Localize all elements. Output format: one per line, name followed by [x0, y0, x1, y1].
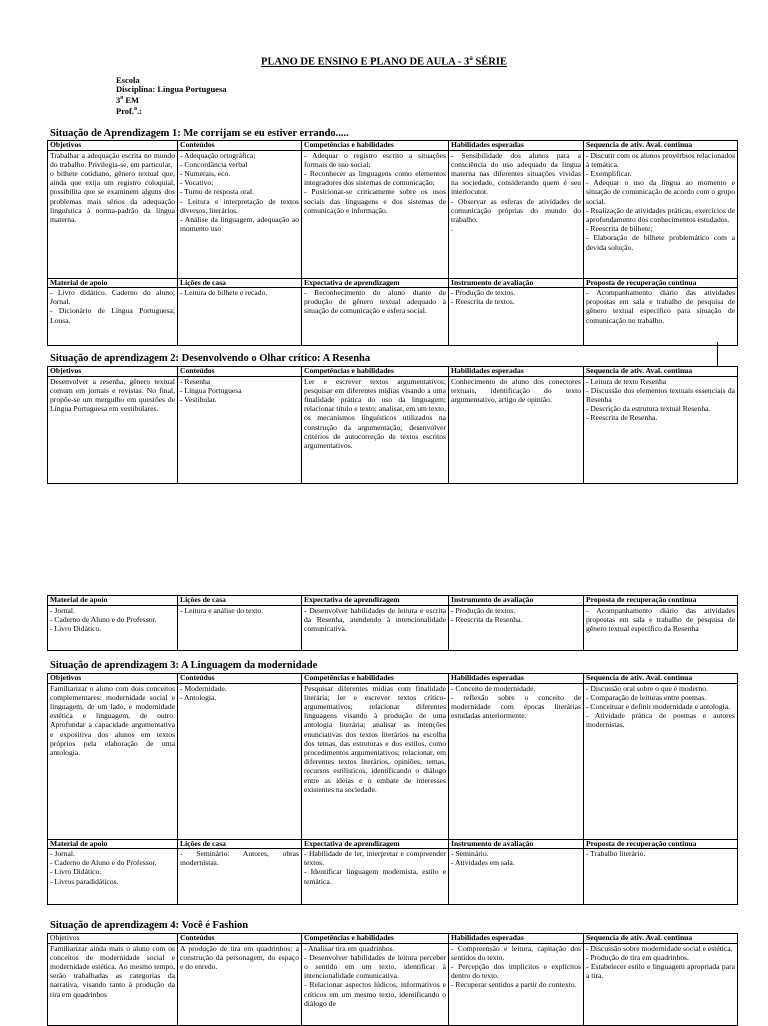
col-competencias: Competências e habilidades	[302, 367, 449, 377]
cell-line: - Desenvolver habilidades de leitura perceber o sentido em um texto, identificar à intencionalidade comunicativa.	[304, 952, 446, 981]
header-info	[116, 76, 227, 116]
cell-line: - Leitura de bilhete e recado.	[180, 288, 268, 297]
cell-line: - Elaboração de bilhete problemático com a devida solução.	[586, 233, 735, 252]
col-licoes: Lições de casa	[178, 278, 302, 288]
teacher-label: Prof.$^a$.:	[116, 105, 142, 116]
divider-line	[717, 342, 718, 366]
s2-sequencia	[584, 376, 738, 483]
cell-line: - Concordância verbal	[180, 159, 248, 169]
col-conteudos: Conteúdos	[178, 674, 302, 684]
s2-conteudos	[178, 376, 302, 483]
s1-habilidades	[449, 150, 584, 278]
cell-line: - Antologia.	[180, 692, 217, 702]
cell-line: - Identificar linguagem modernista, estilo e temática.	[304, 867, 446, 886]
cell-line: - Jornal.	[50, 849, 75, 858]
s1-sequencia	[584, 150, 738, 278]
cell-line: - Modernidade.	[180, 683, 227, 693]
col-expectativa: Expectativa de aprendizagem	[302, 596, 449, 606]
col-material: Material de apoio	[48, 596, 178, 606]
cell-line: - Relacionar aspectos lúdicos, informativos e críticos em um mesmo texto, identificando o diálogo de	[304, 980, 446, 1008]
s1-conteudos	[178, 150, 302, 278]
s3-licoes	[178, 849, 302, 905]
cell-line: - Discussão sobre modernidade social e estética.	[586, 943, 733, 953]
cell-line: - Observar as esferas de atividades de comunicação próprias do mundo do trabalho.	[451, 196, 581, 224]
s3-instrumento	[449, 849, 584, 905]
cell-line: - Exemplificar.	[586, 168, 632, 178]
cell-line: - Produção de tira em quadrinhos.	[586, 952, 689, 962]
cell-line: Pesquisar diferentes mídias com finalidade literária; ler e escrever textos crítico-argumentativos; relacionar diferentes linguagens visando à produção de uma antologia literária; analisar as intenções enunciativas dos textos literários na escolha dos temas, das estruturas e dos estilos, como procedimentos argumentativos; relacionar, em diferentes textos literários, opiniões, temas, recursos estilísticos, identificando o diálogo entre as ideias e o embate de interesses existentes na sociedade.	[304, 683, 446, 794]
cell-line: - Atividade prática de poemas e autores modernistas.	[586, 711, 735, 730]
cell-line: - Adequação ortográfica;	[180, 150, 256, 160]
col-competencias: Competências e habilidades	[302, 934, 449, 944]
cell-line: o bilhete cotidiano, gênero textual que, ainda que exija um registro coloquial, possibilita que se examinem alguns dos problemas mais sérios da adequação linguística à norma-padrão da língua materna.	[50, 168, 175, 224]
situation-4-title: Situação de aprendizagem 4: Você é Fashion	[50, 920, 249, 931]
col-instrumento: Instrumento de avaliação	[449, 278, 584, 288]
col-licoes: Lições de casa	[178, 839, 302, 849]
s1-licoes	[178, 288, 302, 346]
cell-line: - Livro Didático.	[50, 623, 102, 633]
col-expectativa: Expectativa de aprendizagem	[302, 839, 449, 849]
s2-instrumento	[449, 605, 584, 650]
s2-habilidades	[449, 376, 584, 483]
cell-line: - Reescrita de bilhete;	[586, 224, 653, 234]
cell-line: - Trabalho literário.	[586, 849, 646, 858]
cell-line: - Produção de textos.	[451, 605, 516, 615]
col-sequencia: Sequencia de ativ. Aval. continua	[584, 367, 738, 377]
situation-3-title: Situação de aprendizagem 3: A Linguagem da modernidade	[50, 660, 318, 671]
cell-line: Ler e escrever textos argumentativos; pesquisar em diferentes mídias visando a uma finalidade prática do uso da linguagem; relacionar título e texto; analisar, em um texto, os mecanismos linguísticos utilizados na construção da argumentação; desenvolver critérios de autocorreção de textos escritos argumentativos.	[304, 376, 446, 450]
cell-line: - Resenha	[180, 376, 211, 386]
cell-line: Desenvolver a resenha, gênero textual comum em jornais e revistas. No final, propõe-se um mergulho em questões de Língua Portuguesa em vestibulares.	[50, 376, 175, 414]
s4-conteudos	[178, 943, 302, 1025]
cell-line: - Descrição da estrutura textual Resenha.	[586, 404, 711, 414]
s3-proposta	[584, 849, 738, 905]
cell-line: - Discussão dos elementos textuais essenciais da Resenha	[586, 385, 735, 404]
s4-habilidades	[449, 943, 584, 1025]
s2-proposta	[584, 605, 738, 650]
col-instrumento: Instrumento de avaliação	[449, 596, 584, 606]
cell-line: - Analisar tira em quadrinhos.	[304, 943, 395, 953]
cell-line: Conhecimento do aluno dos conectores textuais, identificação do texto argumentativo, artigo de opinião.	[451, 376, 581, 404]
cell-line: - Reescrita da Resenha.	[451, 614, 523, 624]
cell-line: - Compreensão e leitura, capitação dos sentidos do texto.	[451, 943, 581, 962]
cell-line: - Vocativo;	[180, 178, 214, 188]
cell-line: - Leitura de texto Resenha	[586, 376, 667, 386]
col-material: Material de apoio	[48, 839, 178, 849]
cell-line: - Discutir com os alunos provérbios relacionados à temática.	[586, 150, 735, 169]
col-conteudos: Conteúdos	[178, 367, 302, 377]
col-habilidades: Habilidades esperadas	[449, 367, 584, 377]
cell-line: - Acompanhamento diário das atividades propostas em sala e trabalho de pesquisa de gênero textual específico para situação de comunicação no trabalho.	[586, 288, 735, 325]
col-proposta: Proposta de recuperação continua	[584, 278, 738, 288]
col-conteudos: Conteúdos	[178, 141, 302, 151]
cell-line: - Língua Portuguesa	[180, 385, 242, 395]
col-sequencia: Sequencia de ativ. Aval. continua	[584, 934, 738, 944]
situation-2-title: Situação de aprendizagem 2: Desenvolvendo o Olhar crítico: A Resenha	[50, 353, 371, 364]
cell-line: - Seminário.	[451, 849, 489, 858]
cell-line: - Caderno de Aluno e do Professor.	[50, 614, 157, 624]
col-objetivos: Objetivos	[48, 367, 178, 377]
s2-licoes	[178, 605, 302, 650]
col-competencias: Competências e habilidades	[302, 674, 449, 684]
s3-expectativa	[302, 849, 449, 905]
situation-1-table	[47, 140, 738, 346]
cell-line: - Recuperar sentidos a partir do contexto.	[451, 980, 577, 990]
col-material: Material de apoio	[48, 278, 178, 288]
s1-competencias	[302, 150, 449, 278]
col-objetivos: Objetivos	[48, 934, 178, 944]
cell-line: - Acompanhamento diário das atividades propostas em sala e trabalho de pesquisa de gênero textual específico da Resenha	[586, 605, 735, 633]
col-sequencia: Sequencia de ativ. Aval. continua	[584, 141, 738, 151]
s2-expectativa	[302, 605, 449, 650]
s1-proposta	[584, 288, 738, 346]
grade-label: 3$^o$ EM	[116, 94, 140, 105]
cell-line: - Adequar o uso da língua ao momento e situação de comunicação de acordo com o grupo social.	[586, 178, 735, 206]
col-habilidades: Habilidades esperadas	[449, 934, 584, 944]
cell-line: - Conceito de modernidade.	[451, 683, 536, 693]
s3-habilidades	[449, 683, 584, 839]
col-sequencia: Sequencia de ativ. Aval. continua	[584, 674, 738, 684]
cell-line: - Caderno de Aluno e do Professor.	[50, 858, 157, 868]
s2-competencias	[302, 376, 449, 483]
cell-line: - Conceituar e definir modernidade e antologia.	[586, 701, 731, 711]
cell-line: Familiarizar o aluno com dois conceitos complementares: modernidade social e linguagem, de um lado, e modernidade estética e linguagem, de outro. Aprofundar a capacidade argumentativa e expositiva dos alunos em textos próprios pela elaboração de uma antologia.	[50, 683, 175, 757]
cell-line: - Livros paradidáticos.	[50, 876, 119, 886]
col-instrumento: Instrumento de avaliação	[449, 839, 584, 849]
col-habilidades: Habilidades esperadas	[449, 141, 584, 151]
s3-conteudos	[178, 683, 302, 839]
cell-line: .	[451, 224, 453, 234]
cell-line: - Reescrita de Resenha.	[586, 413, 658, 423]
cell-line: - Percepção dos implícitos e explícitos dentro do texto.	[451, 961, 581, 981]
s3-material	[48, 849, 178, 905]
s2-objetivos	[48, 376, 178, 483]
col-objetivos: Objetivos	[48, 141, 178, 151]
cell-line: - Vestibular.	[180, 394, 217, 404]
col-expectativa: Expectativa de aprendizagem	[302, 278, 449, 288]
s1-instrumento	[449, 288, 584, 346]
cell-line: Familiarizar ainda mais o aluno com os conceitos de modernidade social e modernidade estética. Ao mesmo tempo, serão trabalhadas as categorias da narrativa, visando tanto à produção da tira em quadrinhos	[50, 943, 175, 999]
s1-material	[48, 288, 178, 346]
cell-line: - Turno de resposta oral.	[180, 187, 255, 197]
document-title: PLANO DE ENSINO E PLANO DE AULA - 3$^a$ SÉRIE	[261, 54, 507, 68]
cell-line: A produção de tira em quadrinhos: a construção da personagem, do espaço e do enredo.	[180, 943, 299, 971]
col-conteudos: Conteúdos	[178, 934, 302, 944]
col-proposta: Proposta de recuperação continua	[584, 839, 738, 849]
s3-competencias	[302, 683, 449, 839]
cell-line: - Leitura e análise do texto.	[180, 605, 264, 615]
s4-objetivos	[48, 943, 178, 1025]
s4-competencias	[302, 943, 449, 1025]
cell-line: - Reconhecer as linguagens como elementos integradores dos sistemas de comunicação;	[304, 168, 446, 188]
cell-line: - Habilidade de ler, interpretar e compreender textos.	[304, 849, 446, 868]
cell-line: - Estabelecer estilo e linguagem apropriada para a tira.	[586, 961, 735, 981]
col-proposta: Proposta de recuperação continua	[584, 596, 738, 606]
cell-line: - reflexão sobre o conceito de modernidade com épocas literárias estudadas anteriormente.	[451, 692, 581, 721]
situation-2-table	[47, 366, 738, 484]
cell-line: - Comparação de leituras entre poemas.	[586, 692, 707, 702]
s4-sequencia	[584, 943, 738, 1025]
s1-expectativa	[302, 288, 449, 346]
cell-line: - Dicionário de Língua Portuguesa; Lousa.	[50, 306, 175, 325]
cell-line: - Realização de atividades práticas, exercícios de aprofundamento dos conhecimentos estudados.	[586, 205, 735, 224]
col-objetivos: Objetivos	[48, 674, 178, 684]
situation-3-table	[47, 673, 738, 905]
cell-line: - Atividades em sala.	[451, 858, 515, 868]
situation-2-table-continued	[47, 595, 738, 651]
cell-line: - Reescrita de textos.	[451, 297, 515, 307]
cell-line: - Posicionar-se criticamente sobre os usos sociais das linguagens e dos sistemas de comunicação e informação.	[304, 187, 446, 215]
col-licoes: Lições de casa	[178, 596, 302, 606]
col-competencias: Competências e habilidades	[302, 141, 449, 151]
situation-4-table	[47, 933, 738, 1026]
s2-material	[48, 605, 178, 650]
cell-line: - Produção de textos.	[451, 288, 516, 297]
cell-line: - Reconhecimento do aluno diante de produção de gênero textual adequado à situação de comunicação e esfera social.	[304, 288, 446, 316]
cell-line: - Jornal.	[50, 605, 75, 615]
cell-line: - Desenvolver habilidades de leitura e escrita da Resenha, atendendo à intencionalidade comunicativa.	[304, 605, 446, 633]
cell-line: - Sensibilidade dos alunos para a consciência do uso adequado da língua materna nas diferentes situações vividas na sociedade, considerando quem é seu interlocutor.	[451, 150, 581, 197]
cell-line: - Livro Didático.	[50, 867, 102, 877]
cell-line: - Análise da linguagem, adequação ao momento uso	[180, 214, 299, 234]
s1-objetivos	[48, 150, 178, 278]
situation-1-title: Situação de Aprendizagem 1: Me corrijam se eu estiver errando.....	[50, 128, 349, 139]
discipline-label: Disciplina: Língua Portuguesa	[116, 84, 227, 94]
s3-objetivos	[48, 683, 178, 839]
cell-line: - Discussão oral sobre o que é moderno.	[586, 683, 708, 693]
cell-line: - Adequar o registro escrito a situações formais de uso social;	[304, 150, 446, 169]
cell-line: - Numerais, eco.	[180, 168, 231, 178]
cell-line: Trabalhar a adequação escrita no mundo do trabalho. Privilegia-se, em particular,	[50, 150, 175, 169]
cell-line: - Livro didático. Caderno do aluno; Jornal.	[50, 288, 175, 307]
s3-sequencia	[584, 683, 738, 839]
cell-line: - Seminário: Autores, obras modernistas.	[180, 849, 299, 868]
school-label: Escola	[116, 75, 140, 85]
cell-line: - Leitura e interpretação de textos diversos, literários.	[180, 196, 299, 215]
col-habilidades: Habilidades esperadas	[449, 674, 584, 684]
